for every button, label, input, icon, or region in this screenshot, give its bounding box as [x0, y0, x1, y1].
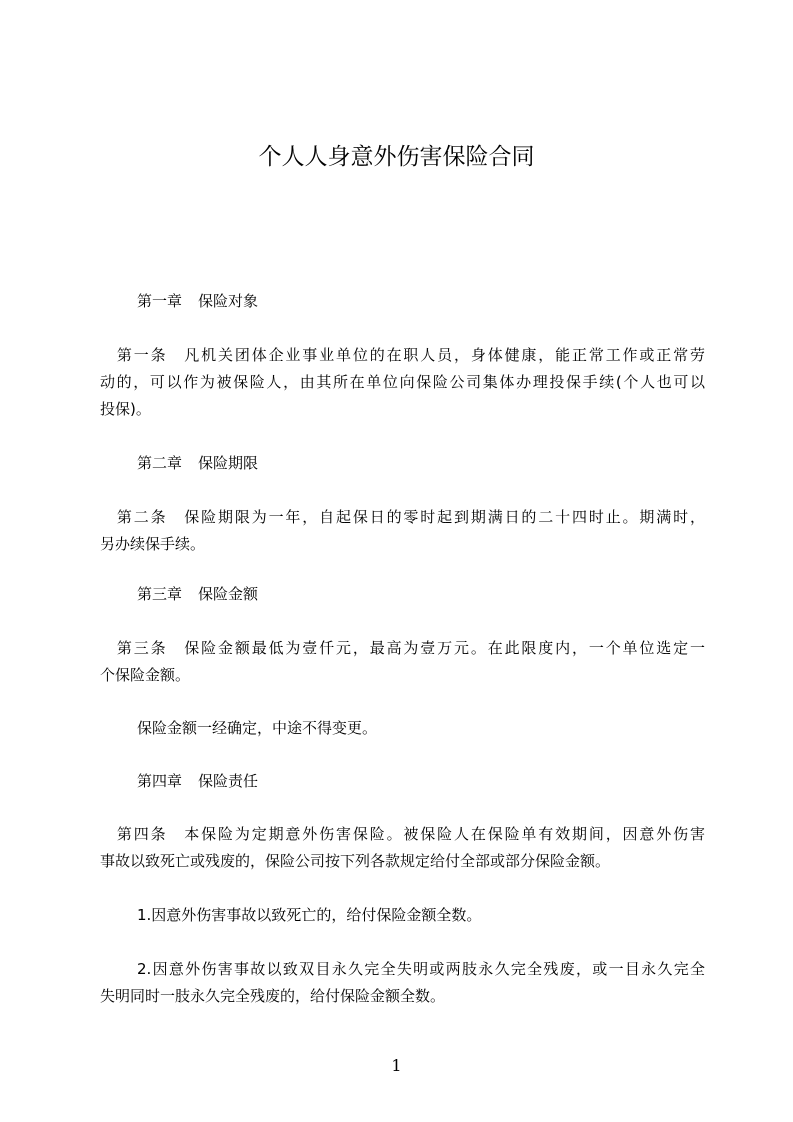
chapter-3-title: 保险金额 [198, 585, 259, 603]
article-2-line-2: 另办续保手续。 [100, 535, 206, 553]
chapter-2-label: 第二章 [137, 454, 183, 472]
clause-item-2-line-2: 失明同时一肢永久完全残废的，给付保险金额全数。 [100, 987, 446, 1005]
chapter-1-title: 保险对象 [198, 292, 259, 310]
chapter-2-title: 保险期限 [198, 454, 259, 472]
page-number: 1 [391, 1056, 402, 1075]
article-2-line-1: 第二条 保险期限为一年，自起保日的零时起到期满日的二十四时止。期满时， [100, 508, 705, 526]
article-1-line-2: 动的，可以作为被保险人，由其所在单位向保险公司集体办理投保手续(个人也可以 [100, 373, 705, 391]
article-3-line-1: 第三条 保险金额最低为壹仟元，最高为壹万元。在此限度内，一个单位选定一 [100, 639, 705, 657]
chapter-3-label: 第三章 [137, 585, 183, 603]
article-1-line-1: 第一条 凡机关团体企业事业单位的在职人员，身体健康，能正常工作或正常劳 [100, 346, 705, 364]
chapter-4-label: 第四章 [137, 772, 183, 790]
chapter-1-heading [137, 289, 258, 313]
article-4-line-1: 第四条 本保险为定期意外伤害保险。被保险人在保险单有效期间，因意外伤害 [100, 825, 705, 843]
article-1-line-3: 投保)。 [100, 400, 151, 418]
chapter-3-heading [137, 582, 258, 606]
article-3-line-2: 个保险金额。 [100, 666, 191, 684]
article-4-line-2: 事故以致死亡或残废的，保险公司按下列各款规定给付全部或部分保险金额。 [100, 852, 611, 870]
chapter-4-heading [137, 769, 258, 793]
chapter-4-title: 保险责任 [198, 772, 259, 790]
document-title: 个人人身意外伤害保险合同 [258, 144, 535, 170]
article-3-note: 保险金额一经确定，中途不得变更。 [137, 719, 378, 737]
clause-item-1: 1.因意外伤害事故以致死亡的，给付保险金额全数。 [137, 906, 482, 924]
chapter-2-heading [137, 451, 258, 475]
chapter-1-label: 第一章 [137, 292, 183, 310]
clause-item-2-line-1: 2.因意外伤害事故以致双目永久完全失明或两肢永久完全残废，或一目永久完全 [137, 960, 705, 978]
